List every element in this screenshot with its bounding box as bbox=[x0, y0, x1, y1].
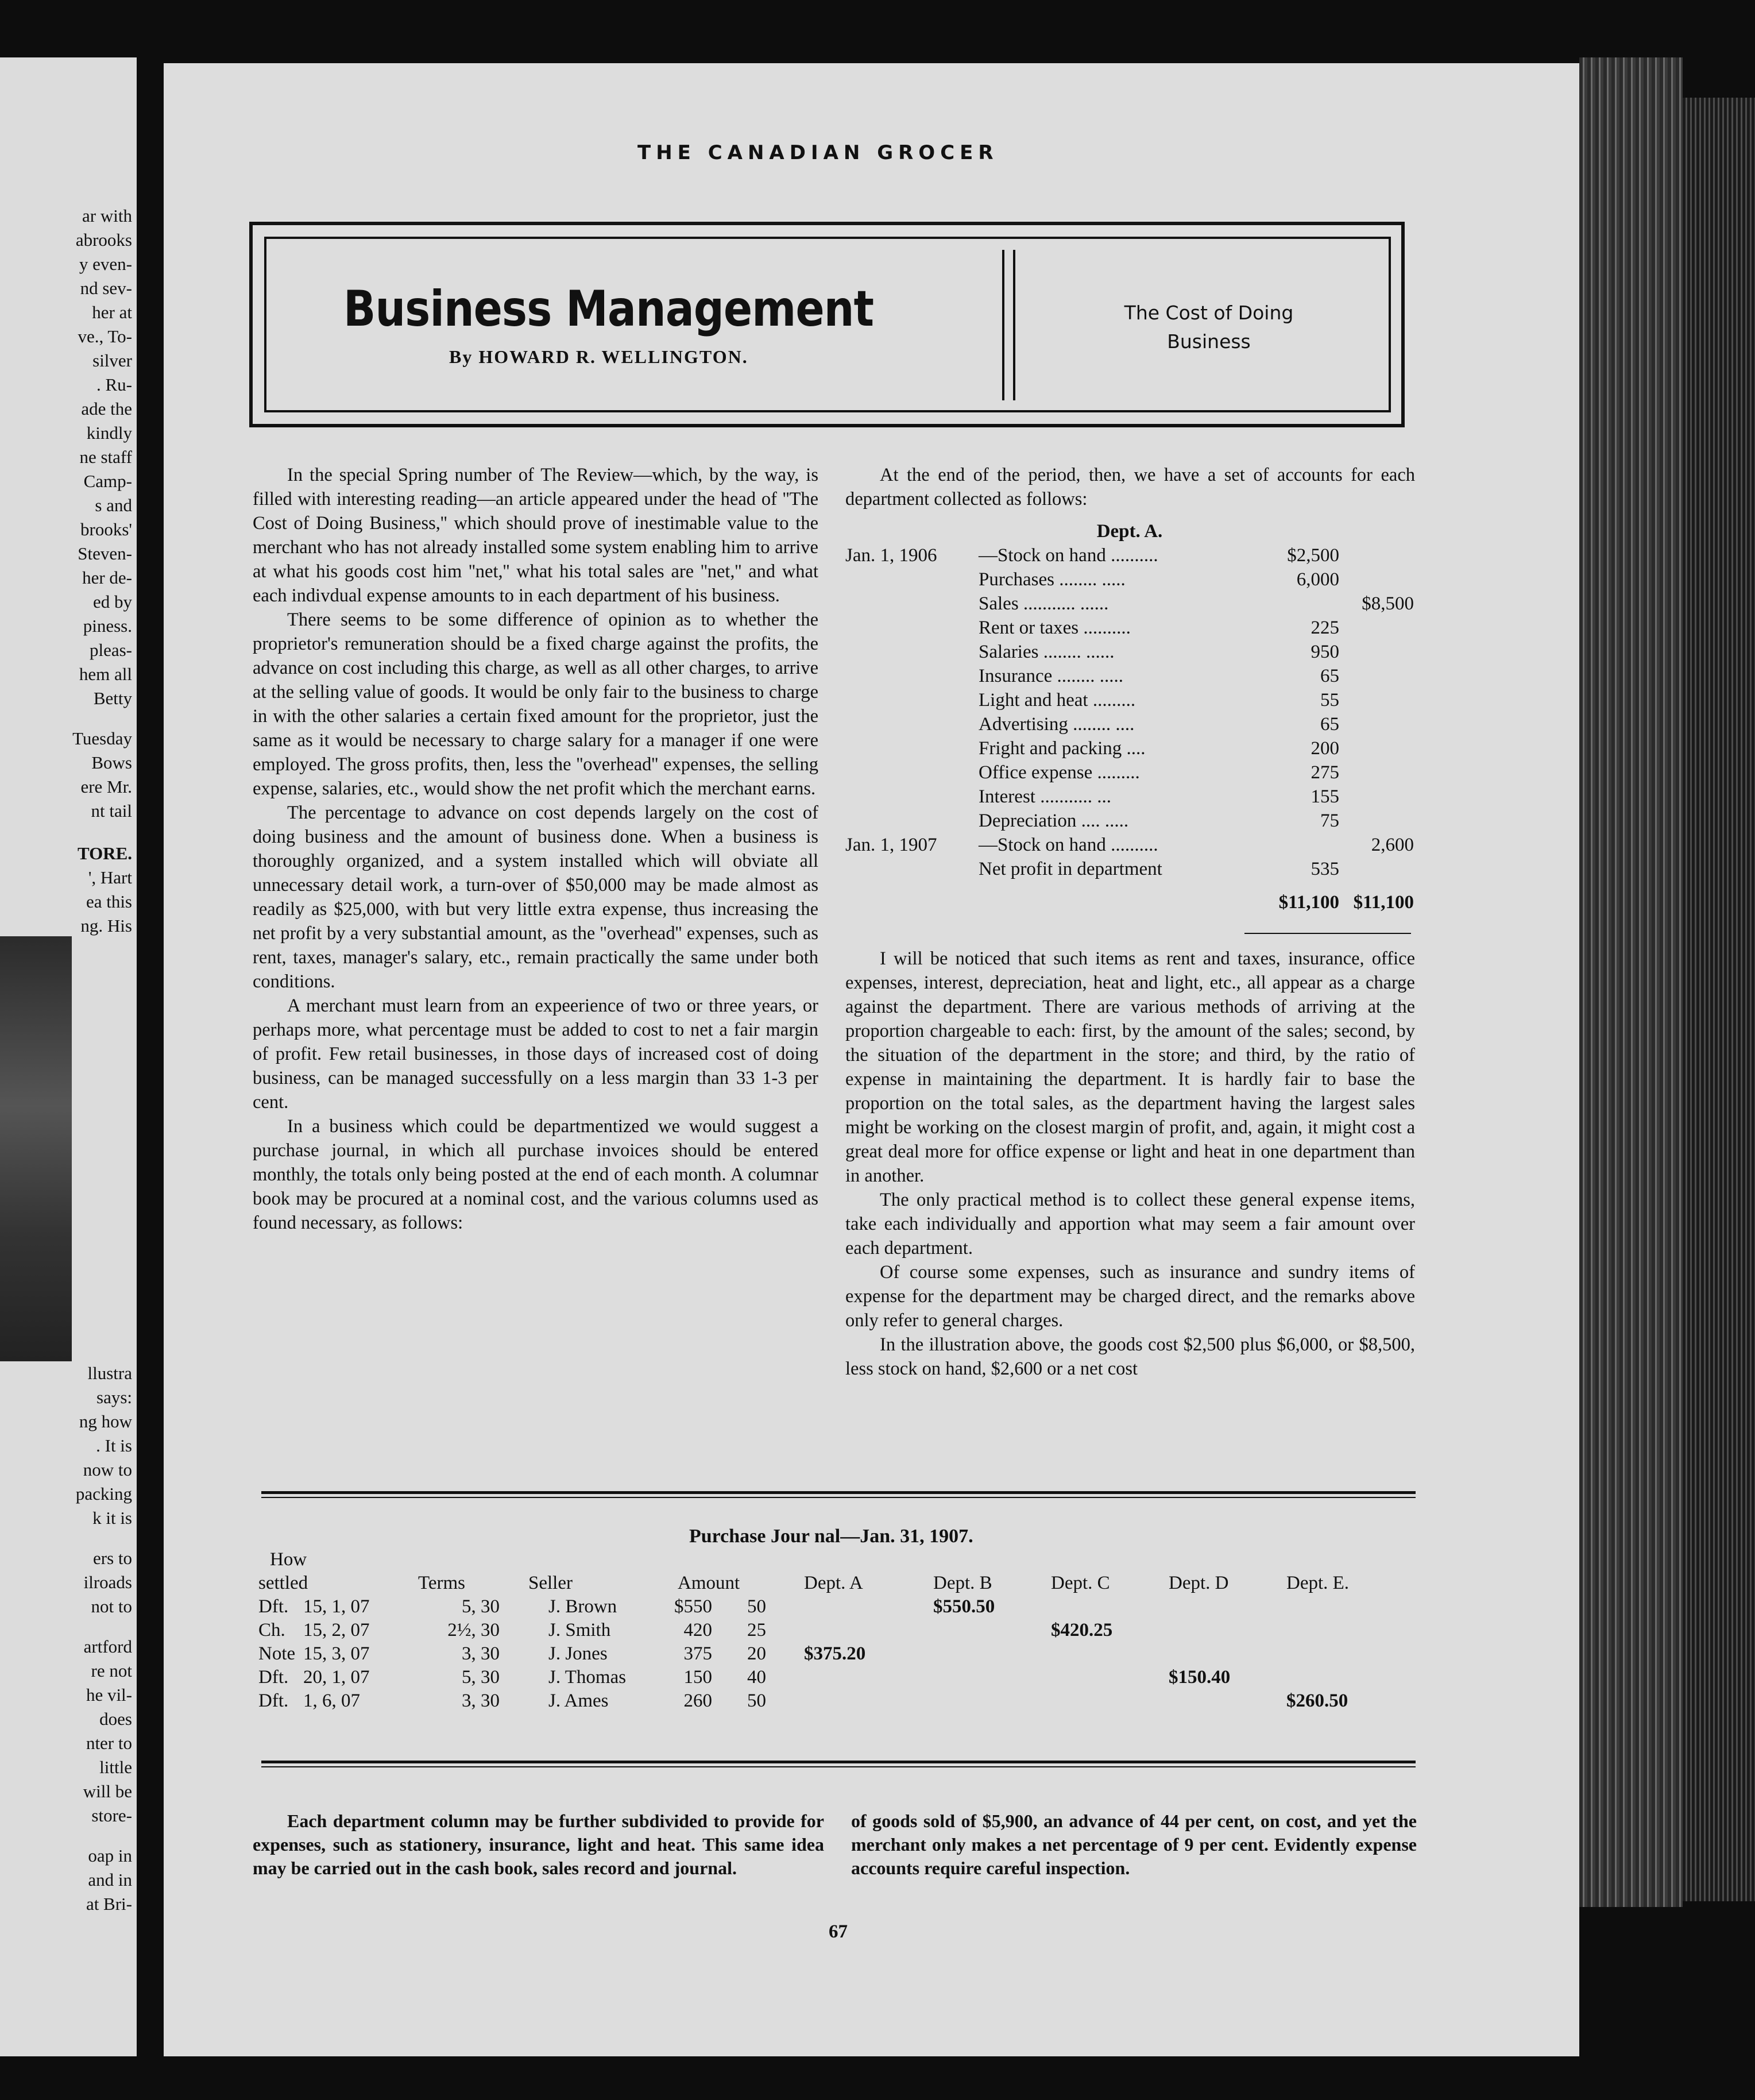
previous-page-text-fragment: piness. bbox=[83, 616, 132, 636]
journal-amount-dollars: $550 bbox=[674, 1596, 712, 1617]
article-title: Business Management bbox=[343, 280, 874, 338]
journal-row bbox=[258, 1595, 1361, 1619]
journal-dept-a: $375.20 bbox=[804, 1643, 866, 1664]
previous-page-text-fragment: little bbox=[99, 1757, 132, 1777]
previous-page-text-fragment: her at bbox=[92, 302, 132, 322]
previous-page-text-fragment: nd sev- bbox=[80, 278, 132, 298]
previous-page-text-fragment: ea this bbox=[86, 891, 132, 912]
account-credit bbox=[1339, 640, 1414, 664]
account-credit bbox=[1339, 712, 1414, 736]
account-item: Sales ........... ...... bbox=[979, 593, 1109, 614]
journal-amount-cents: 50 bbox=[747, 1690, 766, 1711]
journal-amount-dollars: 375 bbox=[683, 1643, 712, 1664]
account-debit bbox=[1279, 833, 1339, 857]
running-header: THE CANADIAN GROCER bbox=[637, 141, 999, 164]
journal-dept-c bbox=[1025, 1666, 1143, 1689]
journal-seller: J. Smith bbox=[548, 1620, 611, 1640]
account-item: —Stock on hand .......... bbox=[979, 835, 1158, 855]
journal-amount-cents: 40 bbox=[747, 1667, 766, 1688]
journal-date: 1, 6, 07 bbox=[303, 1690, 360, 1711]
journal-dept-a bbox=[778, 1595, 907, 1619]
journal-settled: Dft. bbox=[258, 1667, 289, 1688]
account-debit bbox=[1279, 592, 1339, 616]
journal-settled: Ch. bbox=[258, 1620, 285, 1640]
account-credit bbox=[1339, 616, 1414, 640]
account-item: Advertising ........ .... bbox=[979, 714, 1135, 735]
previous-page-edge bbox=[0, 57, 137, 2056]
journal-dept-a bbox=[778, 1689, 907, 1713]
account-debit: 155 bbox=[1311, 786, 1339, 807]
account-title: Dept. A. bbox=[1096, 521, 1163, 542]
purchase-journal-title: Purchase Jour nal—Jan. 31, 1907. bbox=[689, 1526, 973, 1547]
account-debit: 950 bbox=[1311, 642, 1339, 662]
header-terms: Terms bbox=[418, 1573, 466, 1593]
page-number: 67 bbox=[829, 1921, 848, 1942]
bottom-left-column bbox=[253, 1809, 824, 1880]
previous-page-text-fragment: her de- bbox=[82, 568, 132, 588]
journal-dept-d bbox=[1143, 1689, 1261, 1713]
paragraph: At the end of the period, then, we have a set of accounts for each department collected as follows: bbox=[845, 465, 1415, 509]
account-debit: 225 bbox=[1311, 617, 1339, 638]
account-item: Depreciation .... ..... bbox=[979, 810, 1129, 831]
previous-page-text-fragment: abrooks bbox=[75, 230, 132, 250]
account-row bbox=[845, 857, 1414, 881]
previous-page-text-fragment: ', Hart bbox=[88, 867, 132, 887]
account-date bbox=[845, 640, 979, 664]
section-rule bbox=[261, 1491, 1416, 1494]
left-column bbox=[253, 463, 818, 1235]
bottom-right-column bbox=[851, 1809, 1417, 1880]
account-row bbox=[845, 761, 1414, 785]
account-table bbox=[845, 543, 1414, 914]
subtitle-line: Business bbox=[1167, 330, 1251, 353]
account-row bbox=[845, 592, 1414, 616]
journal-dept-c bbox=[1025, 1595, 1143, 1619]
right-column-intro bbox=[845, 463, 1415, 511]
paragraph: Of course some expenses, such as insurance and sundry items of expense for the department may be charged direct, and the remarks above only refer to general charges. bbox=[845, 1262, 1415, 1331]
account-credit: 2,600 bbox=[1371, 835, 1414, 855]
purchase-journal-table bbox=[258, 1548, 1361, 1713]
account-date bbox=[845, 712, 979, 736]
journal-dept-e bbox=[1261, 1595, 1361, 1619]
previous-page-text-fragment: he vil- bbox=[86, 1685, 132, 1705]
header-amount: Amount bbox=[678, 1573, 740, 1593]
journal-amount-dollars: 420 bbox=[683, 1620, 712, 1640]
purchase-journal bbox=[258, 1548, 1418, 1713]
journal-dept-e bbox=[1261, 1619, 1361, 1642]
previous-page-text-fragment: brooks' bbox=[80, 519, 132, 539]
account-debit: 65 bbox=[1320, 666, 1339, 686]
account-date bbox=[845, 568, 979, 592]
previous-page-text-fragment: nt tail bbox=[91, 801, 132, 821]
debit-total: $11,100 bbox=[1278, 892, 1339, 913]
journal-dept-d bbox=[1143, 1642, 1261, 1666]
previous-page-text-fragment: ng. His bbox=[80, 916, 132, 936]
total-rule bbox=[1244, 933, 1411, 934]
journal-dept-d: $150.40 bbox=[1169, 1667, 1231, 1688]
paragraph: In a business which could be departmentized we would suggest a purchase journal, in which all purchase invoices should be entered monthly, the totals only being posted at the end of each month. A columnar book may be procured at a nominal cost, and the various columns used as found necessary, as follows: bbox=[253, 1116, 818, 1233]
header-dept-e: Dept. E. bbox=[1286, 1573, 1350, 1593]
previous-page-text-fragment: artford bbox=[83, 1636, 132, 1657]
previous-page-text-fragment: says: bbox=[96, 1387, 132, 1407]
banner-divider bbox=[1013, 250, 1015, 400]
previous-page-text-fragment: Tuesday bbox=[72, 728, 132, 748]
previous-page-text-fragment: hem all bbox=[79, 664, 132, 684]
header-dept-a: Dept. A bbox=[804, 1573, 863, 1593]
account-debit: 65 bbox=[1320, 714, 1339, 735]
account-date bbox=[845, 592, 979, 616]
journal-date: 20, 1, 07 bbox=[303, 1667, 370, 1688]
credit-total: $11,100 bbox=[1353, 892, 1414, 913]
journal-row bbox=[258, 1619, 1361, 1642]
dept-account-statement bbox=[845, 519, 1414, 914]
paragraph: In the illustration above, the goods cost $2,500 plus $6,000, or $8,500, less stock on hand, $2,600 or a net cost bbox=[845, 1334, 1415, 1379]
journal-settled: Note bbox=[258, 1643, 296, 1664]
previous-page-text-fragment: Steven- bbox=[78, 543, 132, 563]
journal-header-row bbox=[258, 1548, 1361, 1572]
header-how: How bbox=[270, 1549, 307, 1570]
journal-dept-b: $550.50 bbox=[933, 1596, 995, 1617]
account-date bbox=[845, 736, 979, 761]
previous-page-text-fragment: not to bbox=[91, 1596, 132, 1616]
previous-page-text-fragment: at Bri- bbox=[86, 1894, 132, 1914]
previous-page-text-fragment: ade the bbox=[81, 399, 132, 419]
header-seller: Seller bbox=[528, 1573, 573, 1593]
account-date bbox=[845, 785, 979, 809]
previous-page-text-fragment: . It is bbox=[96, 1435, 132, 1456]
account-item: Light and heat ......... bbox=[979, 690, 1136, 711]
journal-seller: J. Jones bbox=[548, 1643, 608, 1664]
journal-amount-cents: 50 bbox=[747, 1596, 766, 1617]
account-row bbox=[845, 543, 1414, 568]
account-row bbox=[845, 640, 1414, 664]
previous-page-text-fragment: and in bbox=[88, 1870, 132, 1890]
journal-dept-e bbox=[1261, 1666, 1361, 1689]
journal-dept-b bbox=[907, 1689, 1025, 1713]
journal-amount-dollars: 150 bbox=[683, 1667, 712, 1688]
account-credit bbox=[1339, 857, 1414, 881]
header-dept-b: Dept. B bbox=[933, 1573, 992, 1593]
account-total-row bbox=[845, 881, 1414, 914]
journal-terms: 5, 30 bbox=[462, 1667, 500, 1688]
journal-seller: J. Ames bbox=[548, 1690, 609, 1711]
previous-page-text-fragment: ers to bbox=[92, 1548, 132, 1568]
account-item: Office expense ......... bbox=[979, 762, 1140, 783]
account-row bbox=[845, 688, 1414, 712]
account-debit: 55 bbox=[1320, 690, 1339, 711]
paragraph: The percentage to advance on cost depends largely on the cost of doing business and the amount of business done. When a business is thoroughly organized, and a system installed which will obviate all unnecessary detail work, a turn-over of $50,000 may be made almost as readily as $25,000, with but very little extra expense, thus increasing the net profit by a very substantial amount, as the ''overhead'' expenses, such as rent, taxes, manager's salary, etc., remain practically the same under both conditions. bbox=[253, 802, 818, 992]
previous-page-text-fragment: re not bbox=[91, 1661, 132, 1681]
journal-terms: 3, 30 bbox=[462, 1643, 500, 1664]
account-row bbox=[845, 568, 1414, 592]
previous-page-text-fragment: ve., To- bbox=[78, 326, 132, 346]
account-item: Interest ........... ... bbox=[979, 786, 1111, 807]
previous-page-text-fragment: Betty bbox=[93, 688, 132, 708]
journal-terms: 3, 30 bbox=[462, 1690, 500, 1711]
article-subtitle bbox=[1094, 299, 1324, 356]
article-byline: By HOWARD R. WELLINGTON. bbox=[449, 346, 748, 367]
journal-amount-cents: 20 bbox=[747, 1643, 766, 1664]
journal-dept-c bbox=[1025, 1642, 1143, 1666]
account-credit bbox=[1339, 736, 1414, 761]
account-item: Insurance ........ ..... bbox=[979, 666, 1124, 686]
journal-terms: 5, 30 bbox=[462, 1596, 500, 1617]
account-item: —Stock on hand .......... bbox=[979, 545, 1158, 566]
account-credit bbox=[1339, 785, 1414, 809]
previous-page-text-fragment: Bows bbox=[91, 752, 132, 773]
previous-page-text-fragment: ere Mr. bbox=[80, 777, 132, 797]
account-date: Jan. 1, 1907 bbox=[845, 835, 937, 855]
account-credit bbox=[1339, 809, 1414, 833]
journal-seller: J. Brown bbox=[548, 1596, 617, 1617]
journal-dept-d bbox=[1143, 1595, 1261, 1619]
account-row bbox=[845, 616, 1414, 640]
journal-dept-c: $420.25 bbox=[1051, 1620, 1113, 1640]
previous-page-text-fragment: oap in bbox=[88, 1846, 132, 1866]
journal-dept-b bbox=[907, 1619, 1025, 1642]
journal-amount-cents: 25 bbox=[747, 1620, 766, 1640]
previous-page-text-fragment: k it is bbox=[92, 1508, 132, 1528]
previous-page-text-fragment: y even- bbox=[79, 254, 132, 274]
paragraph: In the special Spring number of The Review—which, by the way, is filled with interesting reading—an article appeared under the head of ''The Cost of Doing Business,'' which should prove of inestimable value to the merchant who has not already installed some system enabling him to arrive at what his goods cost him ''net,'' what his total sales are ''net,'' and what each indivdual expense amounts to in each department of his business. bbox=[253, 465, 818, 606]
journal-row bbox=[258, 1666, 1361, 1689]
header-settled: settled bbox=[258, 1573, 308, 1593]
journal-dept-b bbox=[907, 1666, 1025, 1689]
previous-page-text-fragment: s and bbox=[95, 495, 132, 515]
subtitle-line: The Cost of Doing bbox=[1124, 302, 1294, 324]
account-credit bbox=[1339, 761, 1414, 785]
previous-page-text-fragment: . Ru- bbox=[96, 375, 132, 395]
journal-dept-b bbox=[907, 1642, 1025, 1666]
account-item: Purchases ........ ..... bbox=[979, 569, 1126, 590]
previous-page-text-fragment: now to bbox=[83, 1460, 132, 1480]
journal-date: 15, 3, 07 bbox=[303, 1643, 370, 1664]
previous-page-text-fragment: store- bbox=[91, 1805, 132, 1825]
journal-dept-a bbox=[778, 1619, 907, 1642]
account-credit bbox=[1339, 688, 1414, 712]
account-date bbox=[845, 688, 979, 712]
account-row bbox=[845, 809, 1414, 833]
previous-page-text-fragment: ed by bbox=[92, 592, 132, 612]
section-rule bbox=[261, 1766, 1416, 1767]
previous-page-text-fragment: silver bbox=[92, 350, 132, 370]
previous-page-photo bbox=[0, 936, 72, 1361]
journal-dept-d bbox=[1143, 1619, 1261, 1642]
account-debit: 6,000 bbox=[1296, 569, 1339, 590]
account-debit: 275 bbox=[1311, 762, 1339, 783]
journal-terms: 2½, 30 bbox=[447, 1620, 500, 1640]
account-row bbox=[845, 785, 1414, 809]
journal-settled: Dft. bbox=[258, 1596, 289, 1617]
account-row bbox=[845, 664, 1414, 688]
header-dept-d: Dept. D bbox=[1169, 1573, 1229, 1593]
account-date: Jan. 1, 1906 bbox=[845, 545, 937, 566]
section-rule bbox=[261, 1761, 1416, 1763]
account-item: Rent or taxes .......... bbox=[979, 617, 1131, 638]
journal-dept-e: $260.50 bbox=[1286, 1690, 1348, 1711]
account-item: Salaries ........ ...... bbox=[979, 642, 1115, 662]
previous-page-text-fragment: llustra bbox=[87, 1363, 132, 1383]
account-credit bbox=[1339, 568, 1414, 592]
book-page-edges bbox=[1579, 57, 1683, 1907]
account-debit: 535 bbox=[1311, 859, 1339, 879]
account-debit: 75 bbox=[1320, 810, 1339, 831]
account-row bbox=[845, 833, 1414, 857]
journal-row bbox=[258, 1642, 1361, 1666]
account-row bbox=[845, 712, 1414, 736]
previous-page-text-fragment: TORE. bbox=[77, 843, 132, 863]
account-item: Fright and packing .... bbox=[979, 738, 1146, 759]
paragraph: There seems to be some difference of opinion as to whether the proprietor's remuneration should be a fixed charge against the profits, the advance on cost including this charge, as well as all other charges, to arrive at the selling value of goods. It would be only fair to the business to charge in with the other salaries a certain fixed amount for the proprietor, just the same as it would be necessary to charge salary for a manager if one were employed. The gross profits, then, less the ''overhead'' expenses, the selling expense, salaries, etc., would show the net profit which the merchant earns. bbox=[253, 609, 818, 799]
account-date bbox=[845, 761, 979, 785]
account-date bbox=[845, 857, 979, 881]
previous-page-text-fragment: pleas- bbox=[89, 640, 132, 660]
account-credit bbox=[1339, 543, 1414, 568]
paragraph: The only practical method is to collect these general expense items, take each individually and apportion what may seem a fair amount over each department. bbox=[845, 1190, 1415, 1259]
section-rule bbox=[261, 1497, 1416, 1498]
previous-page-text-fragment: ne staff bbox=[79, 447, 132, 467]
journal-dept-a bbox=[778, 1666, 907, 1689]
journal-header-row bbox=[258, 1572, 1361, 1595]
header-dept-c: Dept. C bbox=[1051, 1573, 1110, 1593]
account-debit: $2,500 bbox=[1287, 545, 1339, 566]
journal-seller: J. Thomas bbox=[548, 1667, 627, 1688]
previous-page-text-fragment: ilroads bbox=[83, 1572, 132, 1592]
previous-page-text-fragment: does bbox=[99, 1709, 132, 1729]
previous-page-text-fragment: Camp- bbox=[83, 471, 132, 491]
journal-amount-dollars: 260 bbox=[683, 1690, 712, 1711]
paragraph: A merchant must learn from an expeerience of two or three years, or perhaps more, what percentage must be added to cost to net a fair margin of profit. Few retail businesses, in those days of increased cost of doing business, can be managed successfully on a less margin than 33 1-3 per cent. bbox=[253, 995, 818, 1113]
previous-page-text-fragment: packing bbox=[75, 1484, 132, 1504]
previous-page-text-fragment: will be bbox=[83, 1781, 132, 1801]
previous-page-text-fragment: kindly bbox=[86, 423, 132, 443]
banner-divider bbox=[1002, 250, 1004, 400]
journal-dept-c bbox=[1025, 1689, 1143, 1713]
account-credit: $8,500 bbox=[1362, 593, 1414, 614]
previous-page-text-fragment: ng how bbox=[79, 1411, 132, 1431]
account-row bbox=[845, 736, 1414, 761]
right-column bbox=[845, 947, 1415, 1381]
journal-dept-e bbox=[1261, 1642, 1361, 1666]
account-credit bbox=[1339, 664, 1414, 688]
paragraph: Each department column may be further subdivided to provide for expenses, such as stationery, insurance, light and heat. This same idea may be carried out in the cash book, sales record and journal. bbox=[253, 1811, 824, 1878]
account-date bbox=[845, 809, 979, 833]
account-item: Net profit in department bbox=[979, 859, 1162, 879]
account-date bbox=[845, 616, 979, 640]
previous-page-text-fragment: nter to bbox=[86, 1733, 132, 1753]
account-debit: 200 bbox=[1311, 738, 1339, 759]
paragraph: I will be noticed that such items as rent and taxes, insurance, office expenses, interest, depreciation, heat and light, etc., all appear as a charge against the department. There are various methods of arriving at the proportion chargeable to each: first, by the amount of the sales; second, by the situation of the department in the store; and third, by the ratio of expense in maintaining the department. It is hardly fair to base the proportion on the total sales, as the department having the largest sales might be working on the closest margin of profit, and, again, it might cost a great deal more for office expense or light and heat in one department than in another. bbox=[845, 948, 1415, 1186]
journal-row bbox=[258, 1689, 1361, 1713]
journal-date: 15, 2, 07 bbox=[303, 1620, 370, 1640]
previous-page-text-fragment: ar with bbox=[82, 206, 132, 226]
book-binding-edge bbox=[1683, 98, 1755, 1901]
journal-settled: Dft. bbox=[258, 1690, 289, 1711]
journal-date: 15, 1, 07 bbox=[303, 1596, 370, 1617]
account-date bbox=[845, 664, 979, 688]
paragraph: of goods sold of $5,900, an advance of 44 per cent, on cost, and yet the merchant only makes a net percentage of 9 per cent. Evidently expense accounts require careful inspection. bbox=[851, 1811, 1417, 1878]
